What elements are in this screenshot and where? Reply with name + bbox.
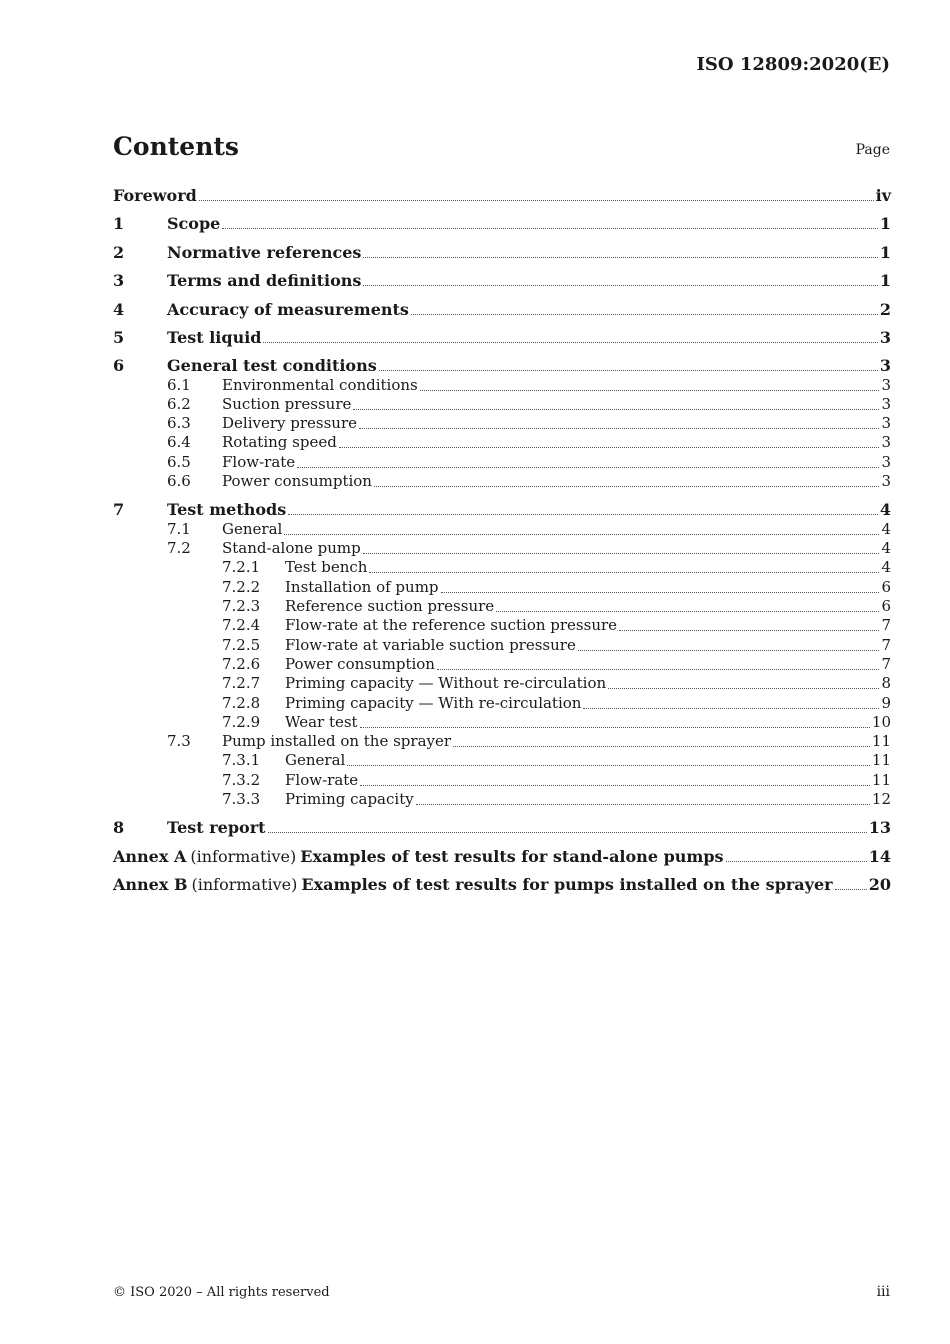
toc-title: Wear test [285,713,358,731]
dot-leader [726,860,867,862]
toc-title: Priming capacity [285,790,414,808]
toc-number: 6 [113,356,125,375]
dot-leader [578,649,880,651]
toc-subtitle: (informative) [190,847,297,866]
dot-leader [263,341,877,343]
toc-entry-7-3-1[interactable] [222,751,891,771]
toc-title: Priming capacity — With re-circulation [285,694,582,712]
toc-page: 7 [881,636,891,654]
document-code: ISO 12809:2020(E) [696,54,890,75]
toc-entry-5[interactable] [113,328,891,348]
toc-title: Normative references [167,243,362,262]
toc-page: 9 [881,694,891,712]
dot-leader [363,284,877,286]
toc-number: 7.3.1 [222,751,261,769]
toc-entry-6-2[interactable] [167,395,891,415]
toc-entry-7-2-6[interactable] [222,655,891,675]
dot-leader [369,571,879,573]
toc-number: 2 [113,243,125,262]
dot-leader [619,629,879,631]
dot-leader [374,485,879,487]
toc-number: 7.2.1 [222,558,261,576]
toc-entry-7-3[interactable] [167,732,891,752]
toc-entry-7-2[interactable] [167,539,891,559]
toc-number: 4 [113,300,125,319]
toc-page: 7 [881,655,891,673]
toc-page: 4 [881,558,891,576]
toc-entry-6-6[interactable] [167,472,891,492]
toc-number: 6.5 [167,453,191,471]
dot-leader [608,687,879,689]
toc-number: 6.2 [167,395,191,413]
dot-leader [268,831,867,833]
toc-title: Rotating speed [222,433,337,451]
toc-page: 2 [879,300,891,319]
toc-page: 11 [871,751,891,769]
toc-title: Flow-rate [222,453,296,471]
toc-number: 7.1 [167,520,191,538]
toc-entry-6[interactable] [113,356,891,376]
toc-number: 7.2.9 [222,713,261,731]
dot-leader [583,707,879,709]
toc-entry-7-2-2[interactable] [222,578,891,598]
toc-number: 7.2.2 [222,578,261,596]
toc-subtitle: (informative) [191,875,298,894]
toc-title: Flow-rate at the reference suction pressure [285,616,618,634]
toc-title: Test bench [285,558,368,576]
toc-page: 1 [879,214,891,233]
toc-entry-annex-a[interactable] [113,847,891,867]
toc-entry-7-2-4[interactable] [222,616,891,636]
toc-page: 6 [881,597,891,615]
page-number: iii [876,1284,890,1300]
toc-entry-7-2-8[interactable] [222,694,891,714]
toc-page: 10 [871,713,891,731]
toc-number: 6.6 [167,472,191,490]
toc-page: 4 [881,539,891,557]
toc-title: Suction pressure [222,395,352,413]
toc-page: 1 [879,243,891,262]
toc-page: 4 [881,520,891,538]
dot-leader [360,784,870,786]
dot-leader [441,591,880,593]
toc-page: 3 [881,472,891,490]
toc-page: 6 [881,578,891,596]
toc-page: 7 [881,616,891,634]
toc-entry-3[interactable] [113,271,891,291]
toc-title: Delivery pressure [222,414,358,432]
toc-page: 1 [879,271,891,290]
copyright-notice: © ISO 2020 – All rights reserved [113,1285,330,1300]
dot-leader [416,803,870,805]
toc-title: Stand-alone pump [222,539,361,557]
toc-title-rest: Examples of test results for stand-alone pumps [300,847,724,866]
toc-title: Accuracy of measurements [167,300,409,319]
toc-title: Test methods [167,500,287,519]
dot-leader [360,726,870,728]
dot-leader [379,369,878,371]
dot-leader [411,313,878,315]
dot-leader [359,427,879,429]
toc-entry-7-2-1[interactable] [222,558,891,578]
toc-number: 7 [113,500,125,519]
toc-entry-7-3-3[interactable] [222,790,891,810]
toc-title: Terms and definitions [167,271,362,290]
dot-leader [199,199,874,201]
dot-leader [420,389,880,391]
dot-leader [363,256,877,258]
toc-number: 7.3.3 [222,790,261,808]
page-column-label: Page [855,142,890,158]
toc-number: 3 [113,271,125,290]
toc-number: 8 [113,818,125,837]
toc-title: Flow-rate [285,771,359,789]
toc-title: Annex B [113,875,188,894]
toc-page: 3 [881,433,891,451]
dot-leader [496,610,879,612]
toc-page: 3 [881,376,891,394]
toc-entry-6-4[interactable] [167,433,891,453]
toc-number: 7.3.2 [222,771,261,789]
toc-page: 8 [881,674,891,692]
toc-title: Test liquid [167,328,262,347]
toc-entry-7-2-9[interactable] [222,713,891,733]
toc-entry-annex-b[interactable] [113,875,891,895]
toc-entry-2[interactable] [113,243,891,263]
toc-title: Installation of pump [285,578,439,596]
toc-title: Test report [167,818,266,837]
toc-page: 14 [868,847,891,866]
toc-page: 12 [871,790,891,808]
dot-leader [284,533,879,535]
contents-heading: Contents [113,132,240,161]
toc-title: Priming capacity — Without re-circulation [285,674,607,692]
toc-number: 7.2.6 [222,655,261,673]
toc-page: 13 [868,818,891,837]
toc-entry-foreword[interactable] [113,186,891,206]
toc-number: 7.2 [167,539,191,557]
toc-page: 3 [879,328,891,347]
dot-leader [297,466,879,468]
toc-title: Reference suction pressure [285,597,495,615]
toc-page: 11 [871,771,891,789]
toc-entry-6-1[interactable] [167,376,891,396]
toc-title: Power consumption [222,472,372,490]
dot-leader [835,888,867,890]
toc-page: 11 [871,732,891,750]
dot-leader [363,552,880,554]
toc-title: Annex A [113,847,187,866]
toc-title: Environmental conditions [222,376,418,394]
toc-page: 3 [881,395,891,413]
toc-entry-7-3-2[interactable] [222,771,891,791]
toc-entry-7[interactable] [113,500,891,520]
dot-leader [222,227,878,229]
toc-page: iv [875,186,891,205]
toc-number: 7.2.8 [222,694,261,712]
toc-number: 6.1 [167,376,191,394]
toc-title: Flow-rate at variable suction pressure [285,636,576,654]
toc-entry-7-1[interactable] [167,520,891,540]
toc-entry-4[interactable] [113,300,891,320]
dot-leader [288,513,878,515]
toc-number: 5 [113,328,125,347]
toc-entry-1[interactable] [113,214,891,234]
toc-number: 7.2.5 [222,636,261,654]
toc-page: 4 [879,500,891,519]
toc-title: General [222,520,283,538]
toc-title-rest: Examples of test results for pumps installed on the sprayer [301,875,833,894]
toc-page: 20 [868,875,891,894]
toc-number: 7.3 [167,732,191,750]
toc-entry-7-2-7[interactable] [222,674,891,694]
toc-number: 1 [113,214,125,233]
toc-entry-8[interactable] [113,818,891,838]
toc-title: Scope [167,214,221,233]
dot-leader [347,764,870,766]
toc-title: Foreword [113,186,197,205]
dot-leader [453,745,870,747]
toc-title: Pump installed on the sprayer [222,732,452,750]
toc-number: 6.4 [167,433,191,451]
dot-leader [437,668,879,670]
toc-title: Power consumption [285,655,435,673]
toc-entry-6-5[interactable] [167,453,891,473]
toc-entry-7-2-3[interactable] [222,597,891,617]
toc-page: 3 [881,414,891,432]
dot-leader [353,408,879,410]
toc-page: 3 [881,453,891,471]
toc-title: General test conditions [167,356,377,375]
toc-number: 7.2.4 [222,616,261,634]
toc-number: 7.2.7 [222,674,261,692]
toc-page: 3 [879,356,891,375]
dot-leader [339,446,880,448]
toc-number: 7.2.3 [222,597,261,615]
toc-number: 6.3 [167,414,191,432]
toc-entry-7-2-5[interactable] [222,636,891,656]
toc-entry-6-3[interactable] [167,414,891,434]
toc-title: General [285,751,346,769]
